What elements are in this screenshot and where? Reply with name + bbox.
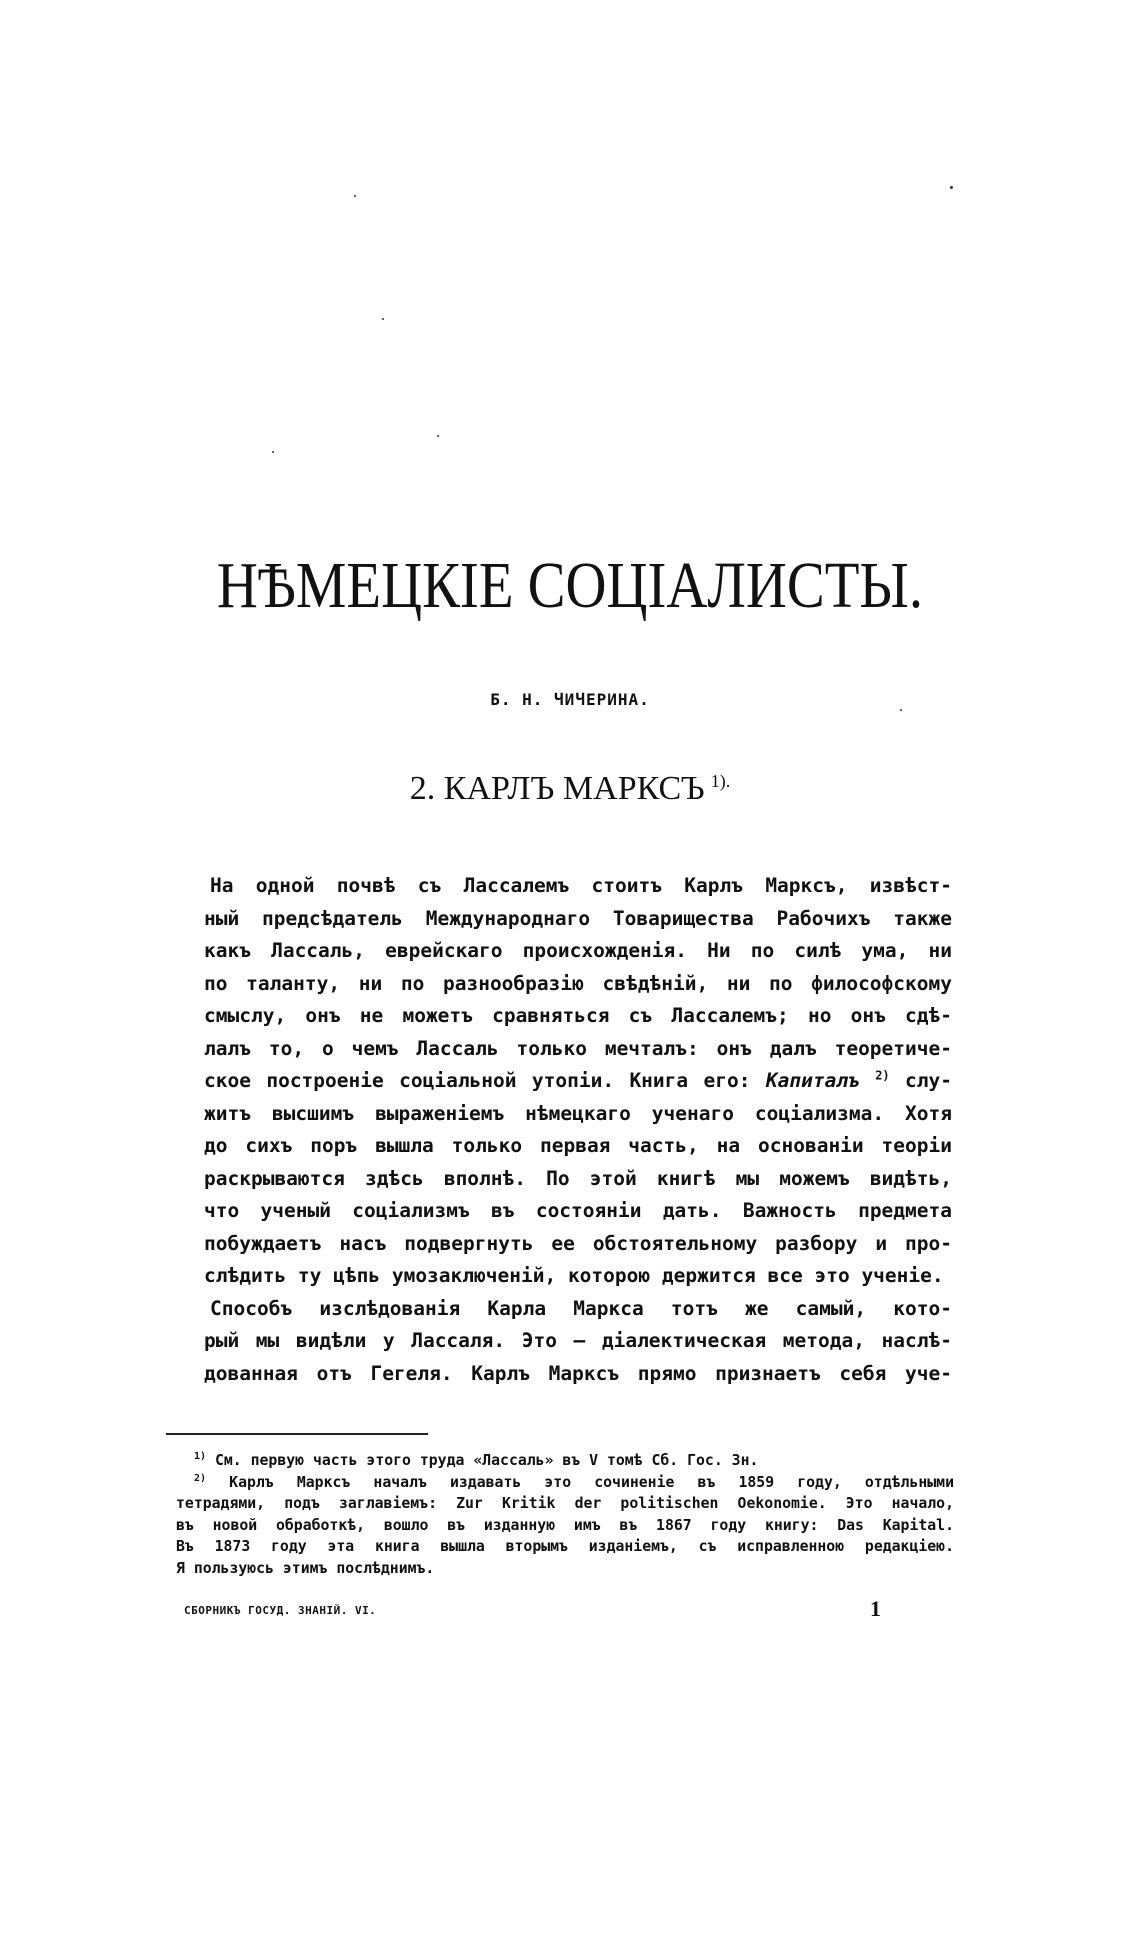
text-line: ный предсѣдатель Международнаго Товарищества Рабочихъ также bbox=[204, 906, 952, 930]
text-line: до сихъ поръ вышла только первая часть, на основаніи теоріи bbox=[204, 1134, 952, 1157]
text-line-with-book-title bbox=[204, 1065, 952, 1098]
scan-speck bbox=[900, 709, 902, 711]
scan-speck bbox=[272, 451, 274, 453]
text-line: побуждаетъ насъ подвергнуть ее обстоятельному разбору и про- bbox=[204, 1231, 952, 1255]
footnote-2 bbox=[176, 1472, 954, 1494]
article-title: НѢМЕЦКІЕ СОЦІАЛИСТЫ. bbox=[216, 549, 924, 622]
footnote-line: Въ 1873 году эта книга вышла вторымъ изданіемъ, съ исправленною редакціею. bbox=[176, 1538, 954, 1555]
footnote-line: тетрадями, подъ заглавіемъ: Zur Kritik der politischen Oekonomie. Это начало, bbox=[176, 1495, 954, 1512]
text-fragment: слу- bbox=[905, 1069, 952, 1092]
text-line: житъ высшимъ выраженіемъ нѣмецкаго ученаго соціализма. Хотя bbox=[204, 1101, 952, 1125]
footnote-1 bbox=[176, 1450, 954, 1472]
text-line: дованная отъ Гегеля. Карлъ Марксъ прямо признаетъ себя уче- bbox=[204, 1361, 952, 1385]
text-line: что ученый соціализмъ въ состояніи дать. Важность предмета bbox=[204, 1199, 952, 1222]
text-line: смыслу, онъ не можетъ сравняться съ Лассалемъ; но онъ сдѣ- bbox=[204, 1004, 952, 1027]
footnote-line: Я пользуюсь этимъ послѣднимъ. bbox=[176, 1559, 435, 1577]
text-line: Способъ изслѣдованія Карла Маркса тотъ же самый, кото- bbox=[210, 1296, 952, 1320]
section-title bbox=[0, 770, 1140, 808]
signature-mark: СБОРНИКЪ ГОСУД. ЗНАНІЙ. VI. bbox=[184, 1604, 377, 1617]
footnote-text: Карлъ Марксъ началъ издавать это сочиненіе въ 1859 году, отдѣльными bbox=[229, 1473, 954, 1491]
section-title-text: 2. КАРЛЪ МАРКСЪ bbox=[409, 770, 705, 807]
text-line: На одной почвѣ съ Лассалемъ стоитъ Карлъ Марксъ, извѣст- bbox=[210, 874, 952, 897]
page-number: 1 bbox=[870, 1596, 881, 1621]
footnote-mark: 1) bbox=[194, 1451, 207, 1463]
section-title-note: 1). bbox=[710, 770, 731, 791]
footnote-mark: 2) bbox=[194, 1472, 207, 1484]
scan-speck bbox=[437, 435, 439, 437]
text-line: рый мы видѣли у Лассаля. Это — діалектическая метода, наслѣ- bbox=[204, 1329, 952, 1352]
text-line: какъ Лассаль, еврейскаго происхожденія. Ни по силѣ ума, ни bbox=[204, 939, 952, 962]
scan-speck bbox=[382, 318, 384, 320]
author-line: Б. Н. ЧИЧЕРИНА. bbox=[490, 690, 650, 709]
footnote-ref-2: 2) bbox=[875, 1068, 890, 1083]
text-line: раскрываются здѣсь вполнѣ. По этой книгѣ мы можемъ видѣть, bbox=[204, 1166, 952, 1190]
footnote-divider bbox=[166, 1433, 428, 1435]
book-title: Капиталъ bbox=[765, 1069, 860, 1092]
footnotes bbox=[176, 1450, 954, 1579]
footnote-text: См. первую часть этого труда «Лассаль» въ V томѣ Сб. Гос. Зн. bbox=[214, 1452, 759, 1469]
text-line: лалъ то, о чемъ Лассаль только мечталъ: онъ далъ теоретиче- bbox=[204, 1036, 952, 1060]
scan-speck bbox=[354, 195, 356, 197]
scan-speck bbox=[950, 186, 953, 189]
text-fragment: ское построеніе соціальной утопіи. Книга его: bbox=[204, 1069, 751, 1092]
text-line: слѣдить ту цѣпь умозаключеній, которою держится все это ученіе. bbox=[204, 1264, 944, 1287]
text-line: по таланту, ни по разнообразію свѣдѣній, ни по философскому bbox=[204, 971, 952, 995]
body-text bbox=[204, 870, 952, 1390]
footnote-line: въ новой обработкѣ, вошло въ изданную имъ въ 1867 году книгу: Das Kapital. bbox=[176, 1516, 954, 1534]
